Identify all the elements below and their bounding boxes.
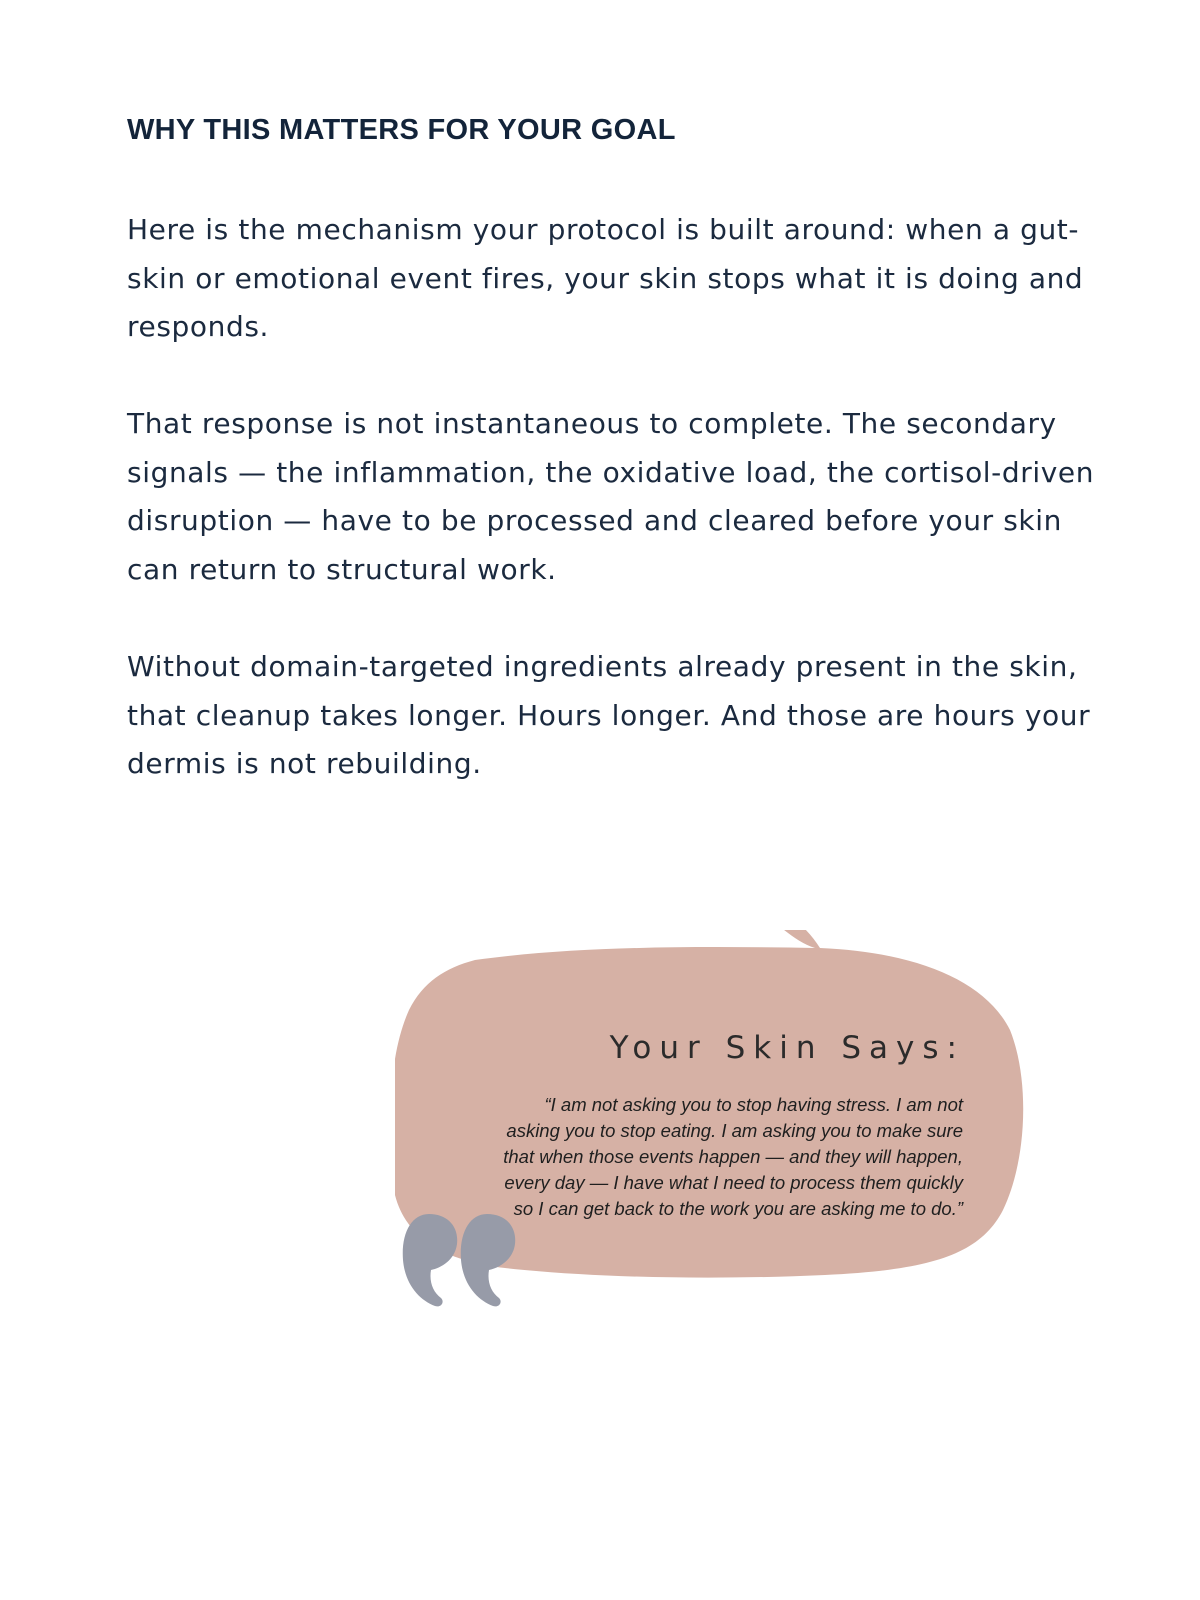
speech-bubble-callout — [395, 930, 1055, 1325]
quotation-mark-icon — [399, 1212, 524, 1307]
section-heading: WHY THIS MATTERS FOR YOUR GOAL — [127, 114, 676, 146]
body-paragraph-1: Here is the mechanism your protocol is built around: when a gut-skin or emotional event fires, your skin stops what it is doing and responds. — [127, 213, 1084, 343]
body-paragraph-2: That response is not instantaneous to complete. The secondary signals — the inflammation, the oxidative load, the cortisol-driven disruption — have to be processed and cleared before your skin can return to structural work. — [127, 407, 1095, 586]
callout-quote: “I am not asking you to stop having stress. I am not asking you to stop eating. I am asking you to make sure that when those events happen — and they will happen, every day — I have what I need to process them quickly so I can get back to the work you are asking me to do.” — [503, 1094, 963, 1219]
body-paragraph-3: Without domain-targeted ingredients already present in the skin, that cleanup takes longer. Hours longer. And those are hours your dermis is not rebuilding. — [127, 650, 1091, 780]
callout-title: Your Skin Says: — [609, 1030, 965, 1066]
